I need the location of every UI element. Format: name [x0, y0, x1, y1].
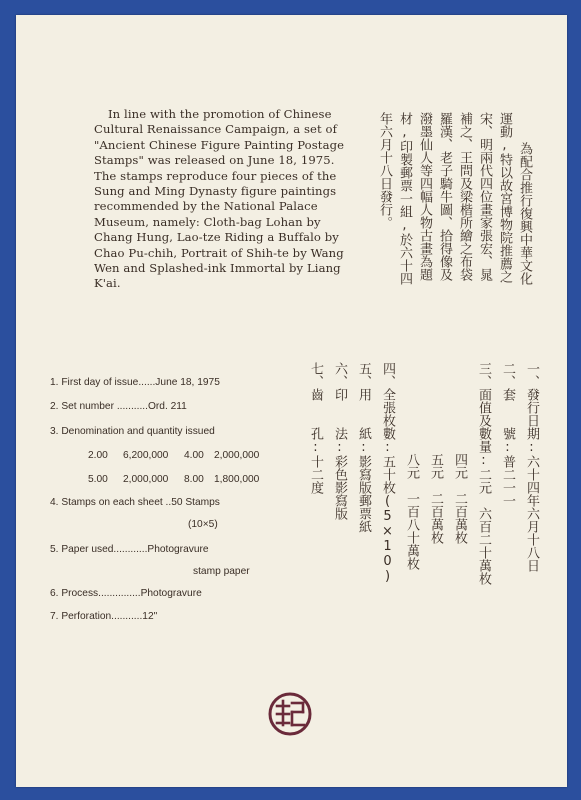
en-line: K'ai. — [94, 276, 121, 291]
zh-list-item: 四元 二百萬枚 — [452, 362, 467, 544]
en-line: Cultural Renaissance Campaign, a set of — [94, 122, 338, 137]
english-description — [94, 107, 345, 292]
quantity-row — [88, 450, 288, 464]
quantity-value: 2,000,000 — [123, 474, 169, 485]
en-line: Chang Hung, Lao-tze Riding a Buffalo by — [94, 230, 339, 245]
zh-list-item: 一、發行日期:六十四年六月十八日 — [524, 362, 539, 572]
zh-list-item: 八元 一百八十萬枚 — [404, 362, 419, 570]
quantity-value: 2,000,000 — [214, 450, 260, 461]
zh-list-item: 五元 二百萬枚 — [428, 362, 443, 544]
en-line: Wen and Splashed-ink Immortal by Liang — [94, 261, 341, 276]
zh-list-item: 五、用 紙:影寫版郵票紙 — [356, 362, 371, 533]
quantity-value: 1,800,000 — [214, 474, 260, 485]
set-number-item: 2. Set number ...........Ord. 211 — [50, 401, 187, 412]
zh-list-item: 四、全張枚數:五十枚(5×10) — [380, 362, 395, 584]
zh-line: 年六月十八日發行。 — [377, 112, 392, 229]
en-line: Sung and Ming Dynasty figure paintings — [94, 184, 337, 199]
paper-continued: stamp paper — [193, 566, 250, 577]
denomination-value: 5.00 — [88, 474, 108, 485]
first-day-item: 1. First day of issue......June 18, 1975 — [50, 377, 220, 388]
perforation-item: 7. Perforation...........12" — [50, 611, 158, 622]
zh-line: 為配合推行復興中華文化 — [517, 142, 532, 285]
process-item: 6. Process...............Photogravure — [50, 588, 202, 599]
sheet-layout: (10×5) — [188, 519, 218, 530]
zh-list-item: 七、齒 孔:十二度 — [308, 362, 323, 494]
denomination-item: 3. Denomination and quantity issued — [50, 426, 215, 437]
en-line: "Ancient Chinese Figure Painting Postage — [94, 137, 345, 152]
denomination-value: 2.00 — [88, 450, 108, 461]
zh-line: 羅漢、老子騎牛圖、拾得像及 — [437, 112, 452, 281]
zh-line: 材,印製郵票一組,於六十四 — [397, 112, 412, 285]
en-line: The stamps reproduce four pieces of the — [94, 168, 337, 183]
zh-line: 潑墨仙人等四幅人物古畫為題 — [417, 112, 432, 281]
paper-item: 5. Paper used............Photogravure — [50, 544, 209, 555]
zh-line: 運動,特以故宮博物院推薦之 — [497, 112, 512, 283]
postal-emblem-icon — [268, 692, 312, 736]
zh-line: 補之、王問及梁楷所繪之布袋 — [457, 112, 472, 281]
zh-list-item: 二、套 號:普二一一 — [500, 362, 515, 507]
zh-line: 宋、明兩代四位畫家張宏、晁 — [477, 112, 492, 281]
en-line: Stamps" was released on June 18, 1975. — [94, 153, 335, 168]
en-line: recommended by the National Palace — [94, 199, 318, 214]
quantity-row — [88, 474, 288, 488]
zh-list-item: 六、印 法:彩色影寫版 — [332, 362, 347, 520]
en-line: Chao Pu-chih, Portrait of Shih-te by Wang — [94, 245, 344, 260]
zh-list-item: 三、面值及數量:二元 六百二十萬枚 — [476, 362, 491, 585]
denomination-value: 4.00 — [184, 450, 204, 461]
quantity-value: 6,200,000 — [123, 450, 169, 461]
en-line: In line with the promotion of Chinese — [108, 107, 332, 121]
en-line: Museum, namely: Cloth-bag Lohan by — [94, 214, 321, 229]
denomination-value: 8.00 — [184, 474, 204, 485]
stamps-per-sheet-item: 4. Stamps on each sheet ..50 Stamps — [50, 497, 220, 508]
